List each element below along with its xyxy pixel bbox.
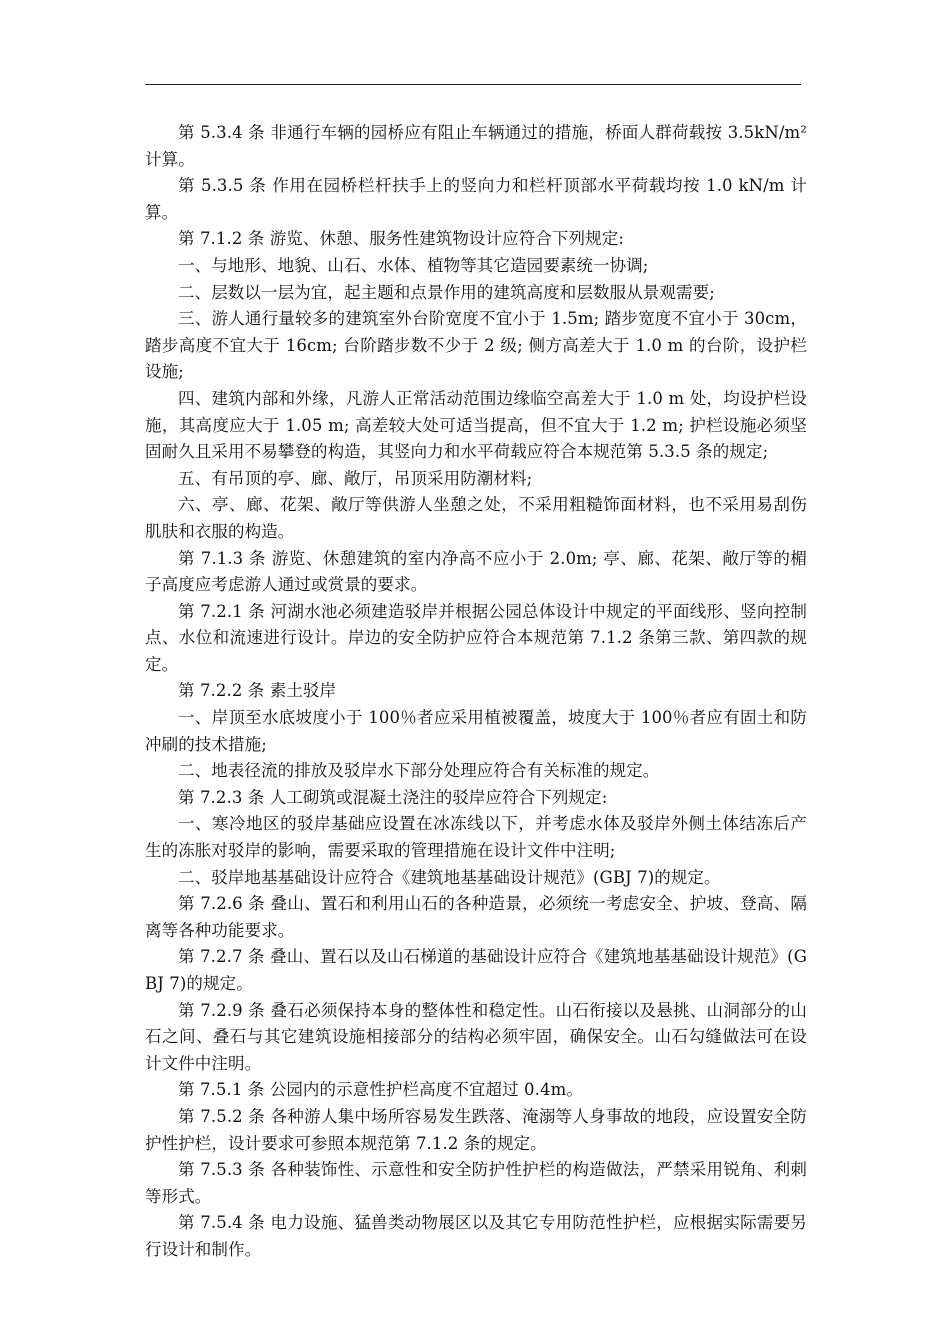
list-item: 五、有吊顶的亭、廊、敞厅，吊顶采用防潮材料; <box>178 468 533 488</box>
list-item: 四、建筑内部和外缘，凡游人正常活动范围边缘临空高差大于 1.0 m 处，均设护栏设施，其高度应大于 1.05 m; 高差较大处可适当提高，但不宜大于 1.2 m; 护栏设施必须坚固耐久且采用不易攀登的构造，其竖向力和水平荷载应符合本规范第 5.3.5 条的规定; <box>145 388 807 462</box>
list-item: 二、驳岸地基基础设计应符合《建筑地基基础设计规范》(GBJ 7)的规定。 <box>178 867 721 887</box>
list-item: 一、岸顶至水底坡度小于 100％者应采用植被覆盖，坡度大于 100％者应有固土和防冲刷的技术措施; <box>145 708 807 754</box>
list-item: 二、地表径流的排放及驳岸水下部分处理应符合有关标准的规定。 <box>178 761 660 781</box>
paragraph-7-2-9: 第 7.2.9 条 叠石必须保持本身的整体性和稳定性。山石衔接以及悬挑、山洞部分的山石之间、叠石与其它建筑设施相接部分的结构必须牢固，确保安全。山石勾缝做法可在设计文件中注明。 <box>145 1000 807 1073</box>
list-item: 一、寒冷地区的驳岸基础应设置在冰冻线以下，并考虑水体及驳岸外侧土体结冻后产生的冻胀对驳岸的影响，需要采取的管理措施在设计文件中注明; <box>145 814 807 861</box>
paragraph-7-1-3: 第 7.1.3 条 游览、休憩建筑的室内净高不应小于 2.0m; 亭、廊、花架、敞厅等的楣子高度应考虑游人通过或赏景的要求。 <box>145 548 807 595</box>
header-rule <box>145 84 801 85</box>
document-body <box>145 120 807 1264</box>
paragraph-7-5-2: 第 7.5.2 条 各种游人集中场所容易发生跌落、淹溺等人身事故的地段，应设置安全防护性护栏，设计要求可参照本规范第 7.1.2 条的规定。 <box>145 1106 807 1153</box>
paragraph-7-5-1: 第 7.5.1 条 公园内的示意性护栏高度不宜超过 0.4m。 <box>178 1080 583 1100</box>
paragraph-7-2-1: 第 7.2.1 条 河湖水池必须建造驳岸并根据公园总体设计中规定的平面线形、竖向控制点、水位和流速进行设计。岸边的安全防护应符合本规范第 7.1.2 条第三款、第四款的规定。 <box>145 601 807 674</box>
paragraph-7-5-4: 第 7.5.4 条 电力设施、猛兽类动物展区以及其它专用防范性护栏，应根据实际需要另行设计和制作。 <box>145 1213 807 1259</box>
paragraph-7-2-7: 第 7.2.7 条 叠山、置石以及山石梯道的基础设计应符合《建筑地基基础设计规范》(GBJ 7)的规定。 <box>145 947 807 993</box>
list-item: 三、游人通行量较多的建筑室外台阶宽度不宜小于 1.5m; 踏步宽度不宜小于 30cm，踏步高度不宜大于 16cm; 台阶踏步数不少于 2 级; 侧方高差大于 1.0 m 的台阶，设护栏设施; <box>145 309 807 382</box>
paragraph-7-2-3: 第 7.2.3 条 人工砌筑或混凝土浇注的驳岸应符合下列规定: <box>178 787 608 807</box>
list-item: 六、亭、廊、花架、敞厅等供游人坐憩之处，不采用粗糙饰面材料，也不采用易刮伤肌肤和衣服的构造。 <box>145 495 807 541</box>
list-item: 二、层数以一层为宜，起主题和点景作用的建筑高度和层数服从景观需要; <box>178 282 715 302</box>
paragraph-7-5-3: 第 7.5.3 条 各种装饰性、示意性和安全防护性护栏的构造做法，严禁采用锐角、利刺等形式。 <box>145 1160 807 1206</box>
paragraph-7-2-2: 第 7.2.2 条 素土驳岸 <box>178 681 337 701</box>
list-item: 一、与地形、地貌、山石、水体、植物等其它造园要素统一协调; <box>178 255 649 275</box>
paragraph-5-3-4: 第 5.3.4 条 非通行车辆的园桥应有阻止车辆通过的措施，桥面人群荷载按 3.5kN/m²计算。 <box>145 123 807 169</box>
paragraph-5-3-5: 第 5.3.5 条 作用在园桥栏杆扶手上的竖向力和栏杆顶部水平荷载均按 1.0 kN/m 计算。 <box>145 176 807 222</box>
paragraph-7-1-2: 第 7.1.2 条 游览、休憩、服务性建筑物设计应符合下列规定: <box>178 229 624 249</box>
paragraph-7-2-6: 第 7.2.6 条 叠山、置石和利用山石的各种造景，必须统一考虑安全、护坡、登高、隔离等各种功能要求。 <box>145 894 807 940</box>
